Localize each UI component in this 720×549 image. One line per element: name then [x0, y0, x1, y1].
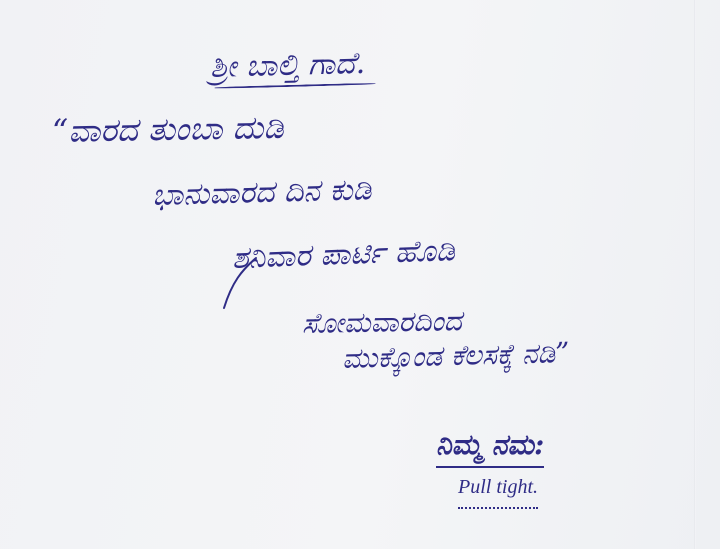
verse-line-1: “ವಾರದ ತುಂಬಾ ದುಡಿ	[51, 107, 284, 150]
note-title: ಶ್ರೀ ಬಾಲ್ತಿ ಗಾದೆ.	[209, 45, 366, 85]
signature: ನಿಮ್ಮ ನಮ:	[436, 428, 545, 461]
pen-flourish-icon	[220, 254, 260, 314]
verse-line-4: ಸೋಮವಾರದಿಂದ	[301, 304, 463, 340]
signature-tagline: Pull tight.	[458, 476, 538, 498]
verse-line-2: ಭಾನುವಾರದ ದಿನ ಕುಡಿ	[151, 172, 372, 213]
page-fold-line	[694, 0, 696, 549]
verse-line-5: ಮುಕ್ಕೊಂಡ ಕೆಲಸಕ್ಕೆ ನಡಿ”	[341, 336, 570, 375]
verse-line-3: ಶನಿವಾರ ಪಾರ್ಟಿ ಹೊಡಿ	[231, 233, 456, 276]
